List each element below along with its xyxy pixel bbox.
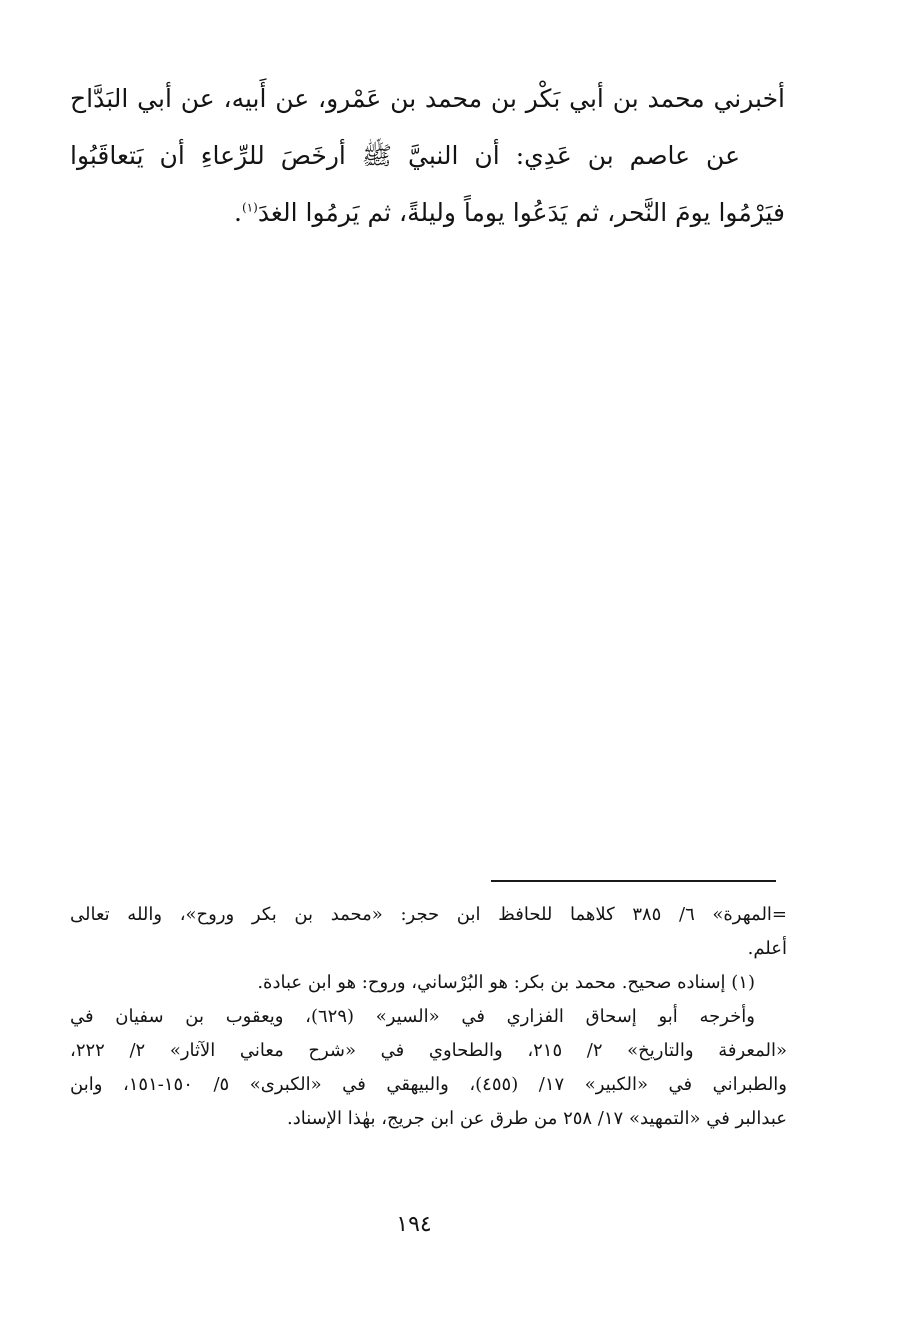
page-number: ١٩٤	[396, 1212, 432, 1237]
footnote-continuation-line: =المهرة» ٦/ ٣٨٥ كلاهما للحافظ ابن حجر: «محمد بن بكر وروح»، والله تعالى	[70, 904, 788, 925]
main-text-line-content: فيَرْمُوا يومَ النَّحر، ثم يَدَعُوا يوماً وليلةً، ثم يَرمُوا الغدَ	[257, 198, 785, 227]
footnote-reference: (١)	[241, 200, 258, 215]
footnote-separator	[491, 880, 776, 882]
footnote-1-line: عبدالبر في «التمهيد» ١٧/ ٢٥٨ من طرق عن ابن جريج، بهٰذا الإسناد.	[287, 1108, 787, 1129]
footnote-1-line: (١) إسناده صحيح. محمد بن بكر: هو البُرْساني، وروح: هو ابن عبادة.	[257, 972, 755, 993]
main-text-line: عن عاصم بن عَدِي: أن النبيَّ ﷺ أرخَصَ للرِّعاءِ أن يَتعاقَبُوا	[70, 141, 740, 170]
footnote-1-line: والطبراني في «الكبير» ١٧/ (٤٥٥)، والبيهقي في «الكبرى» ٥/ ١٥٠-١٥١، وابن	[70, 1074, 787, 1095]
footnotes	[70, 898, 787, 1136]
footnote-continuation-line: أعلم.	[747, 938, 787, 959]
main-text-line-end: .	[234, 198, 242, 227]
main-text	[70, 70, 785, 241]
footnote-1-line: وأخرجه أبو إسحاق الفزاري في «السير» (٦٢٩)، ويعقوب بن سفيان في	[70, 1006, 755, 1027]
footnote-1-line: «المعرفة والتاريخ» ٢/ ٢١٥، والطحاوي في «شرح معاني الآثار» ٢/ ٢٢٢،	[70, 1040, 787, 1061]
main-text-line	[70, 184, 785, 241]
main-text-line: أخبرني محمد بن أبي بَكْر بن محمد بن عَمْرو، عن أَبيه، عن أبي البَدَّاح	[70, 84, 785, 113]
